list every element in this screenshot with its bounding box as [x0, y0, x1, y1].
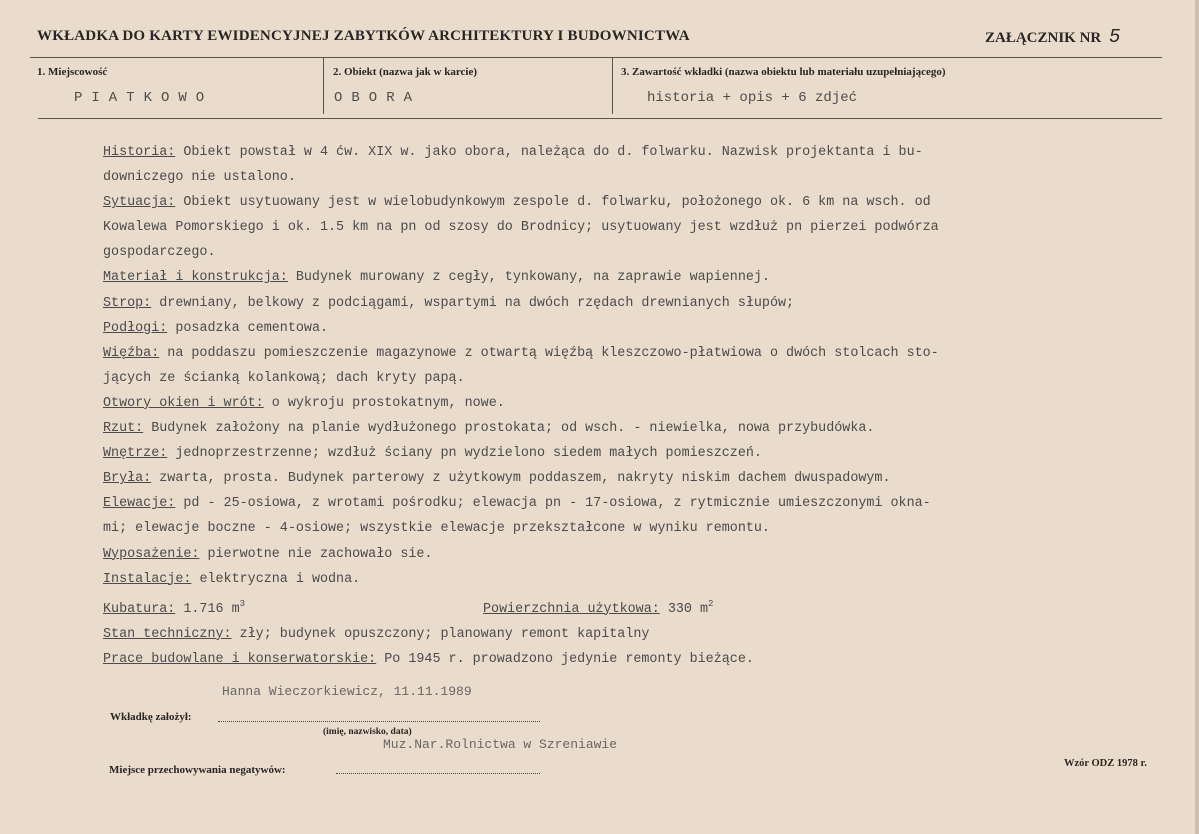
material-line	[103, 265, 1153, 290]
storage-label: Miejsce przechowywania negatywów:	[109, 764, 286, 776]
historia-text-1: Obiekt powstał w 4 ćw. XIX w. jako obora, należąca do d. folwarku. Nazwisk projektanta i bu-	[175, 145, 923, 160]
otwory-line	[103, 391, 1153, 416]
strop-line	[103, 291, 1153, 316]
description-body	[103, 140, 1153, 672]
sytuacja-text-3: gospodarczego.	[103, 245, 216, 261]
sytuacja-text-1: Obiekt usytuowany jest w wielobudynkowym zespole d. folwarku, położonego ok. 6 km na wsch. od	[175, 195, 931, 211]
material-text: Budynek murowany z cegły, tynkowany, na zaprawie wapiennej.	[287, 270, 770, 286]
sytuacja-label: Sytuacja:	[103, 195, 176, 211]
historia-line	[103, 140, 1153, 165]
wnetrze-label: Wnętrze:	[103, 446, 168, 462]
wiezba-text-1: na poddaszu pomieszczenie magazynowe z otwartą więźbą kleszczowo-płatwiowa o dwóch stolcach sto-	[159, 345, 939, 361]
powierzchnia-unit-sup: 2	[708, 598, 714, 609]
kubatura-value: 1.716 m	[175, 601, 240, 617]
rzut-label: Rzut:	[103, 421, 144, 437]
bryla-line	[103, 466, 1153, 491]
strop-label: Strop:	[103, 295, 152, 311]
powierzchnia-value: 330 m	[659, 601, 709, 617]
wnetrze-text: jednoprzestrzenne; wzdłuż ściany pn wydzielono siedem małych pomieszczeń.	[167, 446, 762, 462]
podlogi-text: posadzka cementowa.	[167, 320, 329, 336]
rzut-text: Budynek założony na planie wydłużonego prostokata; od wsch. - niewielka, nowa przybudówka.	[143, 421, 875, 437]
sytuacja-text-2: Kowalewa Pomorskiego i ok. 1.5 km na pn od szosy do Brodnicy; usytuowany jest wzdłuż pn pierzei podwórza	[103, 220, 939, 236]
strop-text: drewniany, belkowy z podciągami, wspartymi na dwóch rzędach drewnianych słupów;	[151, 295, 795, 311]
otwory-text: o wykroju prostokatnym, nowe.	[263, 395, 505, 411]
prace-label: Prace budowlane i konserwatorskie:	[103, 651, 377, 667]
fields-bottom-rule	[38, 118, 1162, 119]
card-edge	[1195, 0, 1199, 834]
storage-value: Muz.Nar.Rolnictwa w Szreniawie	[383, 737, 618, 752]
wiezba-line	[103, 341, 1153, 366]
wiezba-label: Więźba:	[103, 345, 160, 361]
prace-line	[103, 647, 1153, 672]
podlogi-label: Podłogi:	[103, 320, 168, 336]
annex-number: 5	[1109, 26, 1121, 48]
header-rule	[30, 57, 1162, 58]
kubatura-label: Kubatura:	[103, 601, 176, 617]
historia-text-2: downiczego nie ustalono.	[103, 170, 296, 186]
content-value: historia + opis + 6 zdjeć	[647, 90, 858, 106]
podlogi-line	[103, 316, 1153, 341]
elewacje-line	[103, 491, 1153, 516]
stan-line	[103, 622, 1153, 647]
kubatura-unit-sup: 3	[239, 598, 246, 609]
otwory-label: Otwory okien i wrót:	[103, 395, 264, 411]
locality-label: 1. Miejscowość	[37, 66, 108, 78]
wiezba-text-2: jących ze ścianką kolankową; dach kryty papą.	[103, 370, 465, 386]
kubatura-line	[103, 592, 1153, 622]
stan-text: zły; budynek opuszczony; planowany remont kapitalny	[231, 626, 650, 642]
object-value: OBORA	[334, 90, 422, 106]
instalacje-line	[103, 567, 1153, 592]
author-signature: Hanna Wieczorkiewicz, 11.11.1989	[222, 684, 472, 699]
form-code: Wzór ODZ 1978 r.	[1064, 758, 1147, 769]
field-divider-2	[612, 57, 613, 114]
bryla-label: Bryła:	[103, 471, 152, 487]
elewacje-text-2: mi; elewacje boczne - 4-osiowe; wszystkie elewacje przekształcone w wyniku remontu.	[103, 521, 770, 537]
annex-label: ZAŁĄCZNIK NR	[985, 30, 1102, 46]
instalacje-text: elektryczna i wodna.	[191, 571, 361, 587]
object-label: 2. Obiekt (nazwa jak w karcie)	[333, 66, 478, 78]
locality-value: PIATKOWO	[74, 90, 214, 106]
wyposazenie-line	[103, 542, 1153, 567]
historia-label: Historia:	[103, 145, 176, 160]
author-label: Wkładkę założył:	[110, 711, 192, 723]
author-hint: (imię, nazwisko, data)	[323, 727, 412, 737]
wyposazenie-text: pierwotne nie zachowało sie.	[199, 546, 433, 562]
powierzchnia-label: Powierzchnia użytkowa:	[483, 601, 660, 617]
form-title: WKŁADKA DO KARTY EWIDENCYJNEJ ZABYTKÓW ARCHITEKTURY I BUDOWNICTWA	[37, 28, 690, 44]
author-dotted-line	[218, 721, 540, 722]
material-label: Materiał i konstrukcja:	[103, 270, 288, 286]
prace-text: Po 1945 r. prowadzono jedynie remonty bieżące.	[376, 651, 754, 667]
powierzchnia-block	[483, 592, 713, 622]
wyposazenie-label: Wyposażenie:	[103, 546, 200, 562]
sytuacja-line	[103, 190, 1153, 215]
elewacje-text-1: pd - 25-osiowa, z wrotami pośrodku; elewacja pn - 17-osiowa, z rytmicznie umieszczonymi okna-	[175, 496, 931, 512]
rzut-line	[103, 416, 1153, 441]
bryla-text: zwarta, prosta. Budynek parterowy z użytkowym poddaszem, nakryty niskim dachem dwuspadowym.	[151, 471, 891, 487]
storage-dotted-line	[336, 773, 540, 774]
instalacje-label: Instalacje:	[103, 571, 192, 587]
elewacje-label: Elewacje:	[103, 496, 176, 512]
stan-label: Stan techniczny:	[103, 626, 232, 642]
wnetrze-line	[103, 441, 1153, 466]
field-divider-1	[323, 57, 324, 114]
content-label: 3. Zawartość wkładki (nazwa obiektu lub materiału uzupełniającego)	[621, 66, 946, 78]
annex-header	[985, 26, 1120, 48]
